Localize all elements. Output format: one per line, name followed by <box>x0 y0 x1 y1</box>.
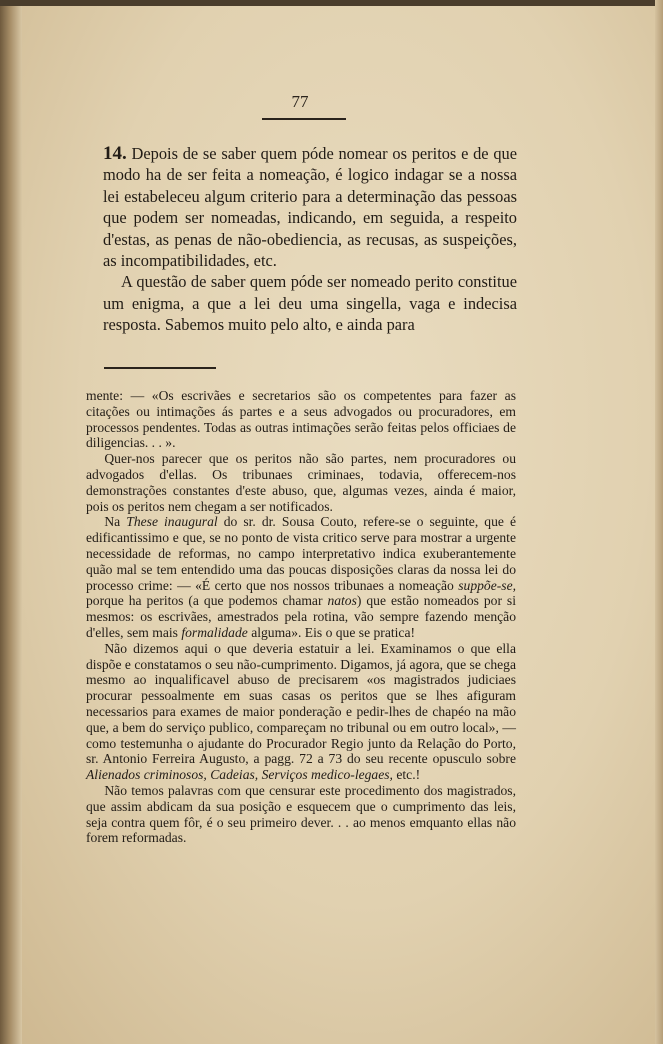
footnote-text: do sr. dr. Sousa Couto, refere-se o seguinte, que é edificantissimo e que, se no ponto de vista critico serve para mostrar a urgente necessidade de reformas, no campo interpretativo indica exuberantemente quão mal se tem entendido uma das poucas disposições claras da nossa lei do processo crime: — «É certo que nos nossos tribunaes a nomeação <box>86 514 516 593</box>
footnote-text: etc.! <box>392 767 421 783</box>
footnote-italic: Alienados criminosos, Cadeias, Serviços medico-legaes, <box>86 767 393 783</box>
footnote-paragraph <box>86 641 516 783</box>
main-text <box>103 143 517 336</box>
page-top-edge <box>0 0 663 6</box>
footnote-continuation: mente: — «Os escrivães e secretarios são os competentes para fazer as citações ou intimações ás partes e a seus advogados ou procuradores, em processos pendentes. Todas as outras intimações serão feitas pelos officiaes de diligencias. . . ». <box>86 388 516 451</box>
page-gutter <box>0 0 22 1044</box>
paragraph-14 <box>103 143 517 271</box>
footnote-paragraph: Quer-nos parecer que os peritos não são partes, nem procuradores ou advogados d'ellas. Os tribunaes criminaes, todavia, offerecem-nos demonstrações constantes d'este abuso, que, algumas vezes, ainda é maior, pois os peritos nem chegam a ser notificados. <box>86 451 516 514</box>
footnote-text: Na <box>104 514 127 530</box>
paragraph-14-text: Depois de se saber quem póde nomear os peritos e de que modo ha de ser feita a nomeação, é logico indagar se a nossa lei estabeleceu algum criterio para a determinação das pessoas que podem ser nomeadas, indicando, em seguida, a respeito d'estas, as penas de não-obediencia, as recusas, as suspeições, as incompatibilidades, etc. <box>103 144 517 271</box>
header-rule <box>262 118 346 120</box>
footnotes <box>86 388 516 846</box>
page-number: 77 <box>291 92 309 111</box>
footnote-paragraph: Não temos palavras com que censurar este procedimento dos magistrados, que assim abdicam da sua posição e esquecem que o cumprimento das leis, seja contra quem fôr, é o seu primeiro dever. . . ao menos emquanto ellas não forem reformadas. <box>86 782 516 846</box>
footnote-rule <box>104 367 216 369</box>
section-number: 14. <box>103 143 127 164</box>
footnote-text: ) que estão nomeados por si mesmos: os escrivães, amestrados pela rotina, vão sempre fazendo menção d'elles, sem mais <box>86 593 516 640</box>
footnote-text: porque ha peritos (a que podemos chamar <box>86 593 328 609</box>
footnote-paragraph <box>86 514 516 640</box>
footnote-italic: natos <box>327 593 357 609</box>
footnote-text: Não dizemos aqui o que deveria estatuir a lei. Examinamos o que ella dispõe e constatamos o seu não-cumprimento. Digamos, já agora, que se chega mesmo ao inqualificavel abuso de precisarem «os magistrados judiciaes procurar pessoalmente em suas casas os peritos que se lhes afiguram necessarios para exames de maior ponderação e pedir-lhes de chapéo na mão que, a bem do serviço publico, compareçam no tribunal ou em outro local», — como testemunha o ajudante do Procurador Regio junto da Relação do Porto, sr. Antonio Ferreira Augusto, a pagg. 72 a 73 do seu recente opusculo sobre <box>86 640 516 767</box>
footnote-italic: formalidade <box>181 624 248 640</box>
footnote-italic: These inaugural <box>126 514 218 530</box>
footnote-text: alguma». Eis o que se pratica! <box>247 624 416 640</box>
footnote-italic: suppõe-se, <box>458 577 516 593</box>
page-right-edge <box>655 0 663 1044</box>
paragraph-2: A questão de saber quem póde ser nomeado perito constitue um enigma, a que a lei deu uma singella, vaga e indecisa resposta. Sabemos muito pelo alto, e ainda para <box>103 272 517 335</box>
